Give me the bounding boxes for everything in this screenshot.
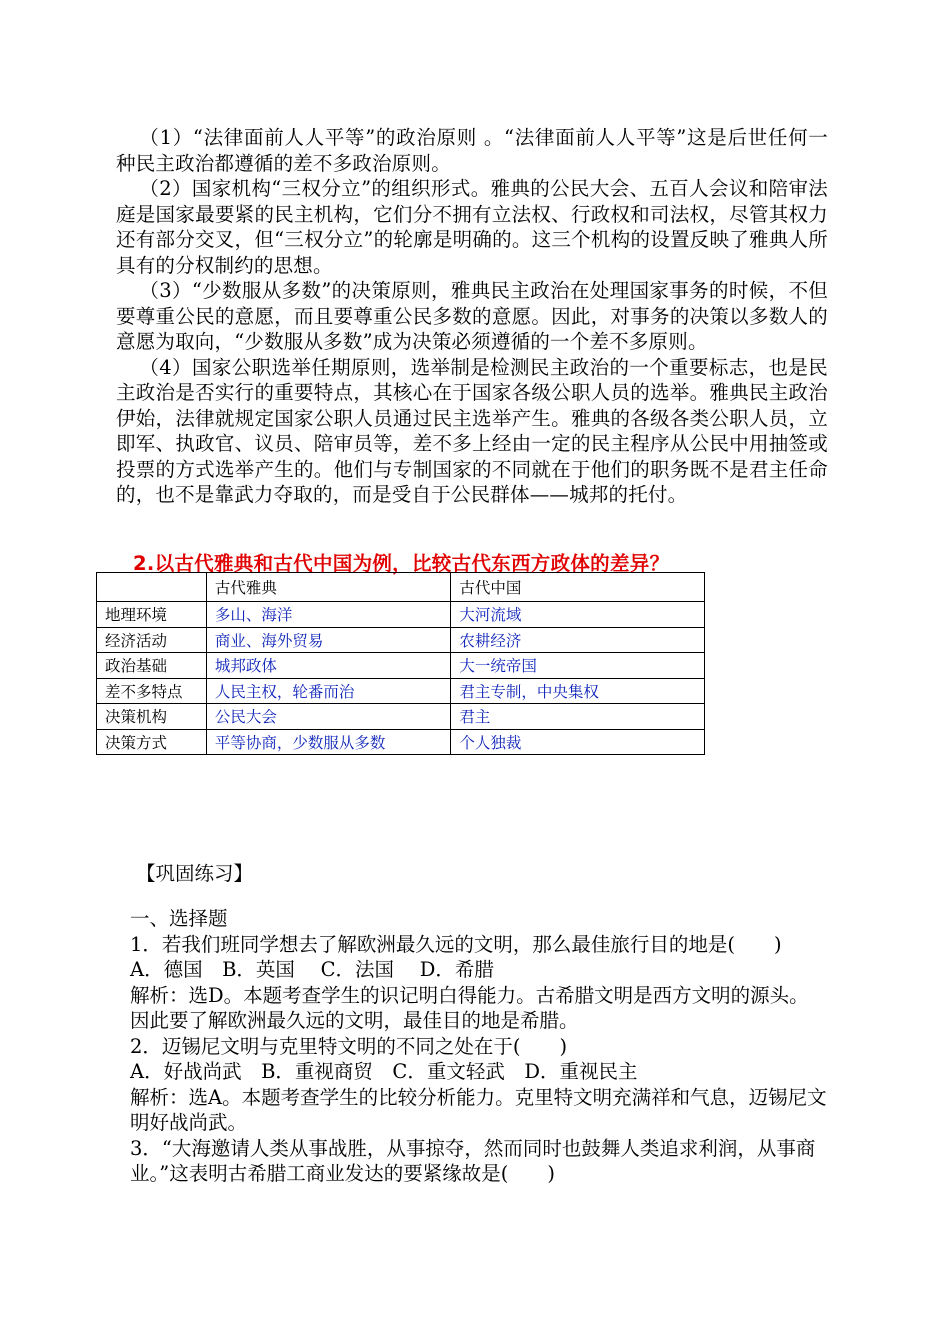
question-1-analysis: 解析：选D。本题考查学生的识记明白得能力。古希腊文明是西方文明的源头。因此要了解欧洲最久远的文明，最佳目的地是希腊。 xyxy=(130,983,809,1032)
table-row xyxy=(97,678,705,704)
athens-cell: 城邦政体 xyxy=(206,653,451,679)
question-1-options: A．德国 B．英国 C．法国 D．希腊 xyxy=(130,958,494,981)
china-cell: 农耕经济 xyxy=(451,627,705,653)
question-2-analysis: 解析：选A。本题考查学生的比较分析能力。克里特文明充满祥和气息，迈锡尼文明好战尚武。 xyxy=(130,1085,827,1134)
header-athens: 古代雅典 xyxy=(206,573,451,602)
table-header-row xyxy=(97,573,705,602)
china-cell: 君主专制，中央集权 xyxy=(451,678,705,704)
china-cell: 个人独裁 xyxy=(451,729,705,755)
athens-cell: 公民大会 xyxy=(206,704,451,730)
exercise-section xyxy=(116,906,828,1187)
row-label: 差不多特点 xyxy=(97,678,207,704)
paragraph-3: （3）“少数服从多数”的决策原则，雅典民主政治在处理国家事务的时候，不但要尊重公民的意愿，而且要尊重公民多数的意愿。因此，对事务的决策以多数人的意愿为取向，“少数服从多数”成为决策必须遵循的一个差不多原则。 xyxy=(116,279,828,353)
header-empty xyxy=(97,573,207,602)
question-1: 1．若我们班同学想去了解欧洲最久远的文明，那么最佳旅行目的地是( ) xyxy=(130,932,782,956)
china-cell: 大河流域 xyxy=(451,602,705,628)
comparison-table xyxy=(96,572,705,755)
table-row xyxy=(97,653,705,679)
table-row xyxy=(97,704,705,730)
section-title: 一、选择题 xyxy=(130,907,228,930)
header-china: 古代中国 xyxy=(451,573,705,602)
paragraph-2: （2）国家机构“三权分立”的组织形式。雅典的公民大会、五百人会议和陪审法庭是国家最要紧的民主机构，它们分不拥有立法权、行政权和司法权，尽管其权力还有部分交叉，但“三权分立”的轮廓是明确的。这三个机构的设置反映了雅典人所具有的分权制约的思想。 xyxy=(116,177,828,277)
paragraph-1: （1）“法律面前人人平等”的政治原则 。“法律面前人人平等”这是后世任何一种民主政治都遵循的差不多政治原则。 xyxy=(116,126,828,175)
row-label: 经济活动 xyxy=(97,627,207,653)
question-3: 3．“大海邀请人类从事战胜，从事掠夺，然而同时也鼓舞人类追求利润，从事商业。”这表明古希腊工商业发达的要紧缘故是( ) xyxy=(130,1136,816,1185)
athens-cell: 多山、海洋 xyxy=(206,602,451,628)
table-row xyxy=(97,627,705,653)
question-2-options: A．好战尚武 B．重视商贸 C．重文轻武 D．重视民主 xyxy=(130,1060,638,1083)
row-label: 决策方式 xyxy=(97,729,207,755)
athens-cell: 商业、海外贸易 xyxy=(206,627,451,653)
china-cell: 君主 xyxy=(451,704,705,730)
practice-title: 【巩固练习】 xyxy=(136,862,254,885)
row-label: 决策机构 xyxy=(97,704,207,730)
row-label: 地理环境 xyxy=(97,602,207,628)
table-row xyxy=(97,729,705,755)
table-row xyxy=(97,602,705,628)
principles-text xyxy=(116,125,828,508)
question-2: 2．迈锡尼文明与克里特文明的不同之处在于( ) xyxy=(130,1034,568,1058)
china-cell: 大一统帝国 xyxy=(451,653,705,679)
row-label: 政治基础 xyxy=(97,653,207,679)
paragraph-4: （4）国家公职选举任期原则，选举制是检测民主政治的一个重要标志，也是民主政治是否实行的重要特点，其核心在于国家各级公职人员的选举。雅典民主政治伊始，法律就规定国家公职人员通过民主选举产生。雅典的各级各类公职人员，立即军、执政官、议员、陪审员等，差不多上经由一定的民主程序从公民中用抽签或投票的方式选举产生的。他们与专制国家的不同就在于他们的职务既不是君主任命的，也不是靠武力夺取的，而是受自于公民群体——城邦的托付。 xyxy=(116,355,828,506)
athens-cell: 人民主权，轮番而治 xyxy=(206,678,451,704)
athens-cell: 平等协商，少数服从多数 xyxy=(206,729,451,755)
question-heading: 2.以古代雅典和古代中国为例，比较古代东西方政体的差异？ xyxy=(133,552,670,575)
